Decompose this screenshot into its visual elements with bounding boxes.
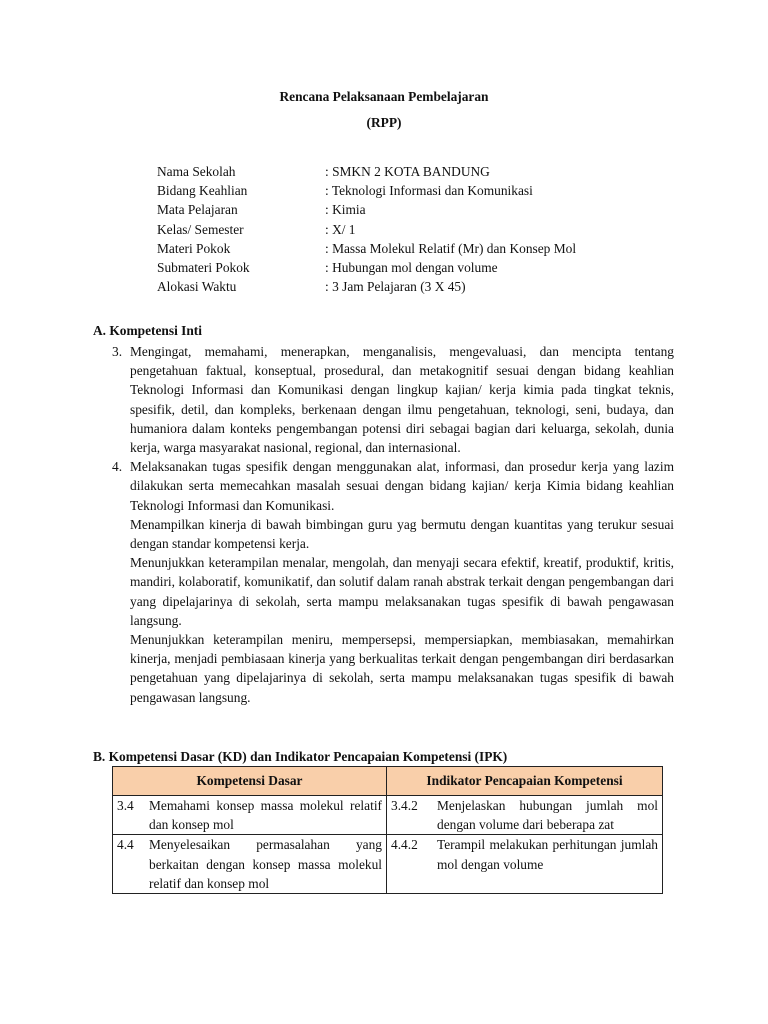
info-value: : Massa Molekul Relatif (Mr) dan Konsep Mol bbox=[325, 240, 577, 256]
ipk-text: Terampil melakukan perhitungan jumlah mol dengan volume bbox=[437, 837, 658, 872]
info-label: Alokasi Waktu bbox=[157, 279, 237, 295]
info-value: : X/ 1 bbox=[325, 221, 356, 237]
info-label: Mata Pelajaran bbox=[157, 202, 238, 218]
section-b-heading: B. Kompetensi Dasar (KD) dan Indikator Pencapaian Kompetensi (IPK) bbox=[93, 749, 508, 764]
ki-item-4 bbox=[112, 457, 674, 707]
info-value: : SMKN 2 KOTA BANDUNG bbox=[325, 164, 490, 179]
ipk-number: 3.4.2 bbox=[391, 798, 418, 813]
ki-number: 4. bbox=[112, 459, 123, 475]
kompetensi-inti-list bbox=[112, 342, 674, 707]
column-header-kd: Kompetensi Dasar bbox=[113, 767, 387, 796]
info-value: : Hubungan mol dengan volume bbox=[325, 259, 498, 275]
info-row bbox=[157, 220, 576, 239]
info-row bbox=[157, 200, 576, 219]
ki-paragraph: Menampilkan kinerja di bawah bimbingan guru yag bermutu dengan kuantitas yang terukur sesuai dengan standar kompetensi kerja. bbox=[130, 516, 674, 552]
ki-paragraph: Melaksanakan tugas spesifik dengan menggunakan alat, informasi, dan prosedur kerja yang lazim dilakukan serta memecahkan masalah sesuai dengan bidang kajian/ kerja Kimia bidang keahlian Teknologi Informasi dan Komunikasi. bbox=[130, 459, 674, 513]
ipk-text: Menjelaskan hubungan jumlah mol dengan volume dari beberapa zat bbox=[437, 798, 658, 833]
info-value: : Kimia bbox=[325, 202, 366, 218]
info-row bbox=[157, 239, 576, 258]
ki-number: 3. bbox=[112, 344, 123, 359]
ki-paragraph: Menunjukkan keterampilan meniru, mempersepsi, mempersiapkan, membiasakan, memahirkan kinerja, menjadi pembiasaan kinerja yang berkualitas terkait dengan pengembangan diri berdasarkan pengetahuan yang dipelajarinya di sekolah, serta mampu melaksanakan tugas spesifik di bawah pengawasan langsung. bbox=[130, 632, 674, 705]
identity-block bbox=[157, 162, 576, 296]
kd-text: Menyelesaikan permasalahan yang berkaitan dengan konsep massa molekul relatif dan konsep mol bbox=[149, 837, 382, 891]
table-row bbox=[113, 796, 663, 835]
ki-paragraph: Menunjukkan keterampilan menalar, mengolah, dan menyaji secara efektif, kreatif, produktif, kritis, mandiri, kolaboratif, komunikatif, dan solutif dalam ranah abstrak terkait dengan pengembangan dari yang dipelajarinya di sekolah, serta mampu melaksanakan tugas spesifik di bawah pengawasan langsung. bbox=[130, 555, 674, 628]
document-title: Rencana Pelaksanaan Pembelajaran bbox=[279, 89, 489, 104]
info-value: : 3 Jam Pelajaran (3 X 45) bbox=[325, 279, 466, 295]
kd-ipk-table bbox=[112, 766, 663, 894]
table-cell bbox=[387, 835, 663, 894]
table-row bbox=[113, 835, 663, 894]
ki-item-3 bbox=[112, 342, 674, 457]
info-row bbox=[157, 277, 576, 296]
info-label: Kelas/ Semester bbox=[157, 221, 244, 237]
info-row bbox=[157, 181, 576, 200]
column-header-ipk: Indikator Pencapaian Kompetensi bbox=[387, 767, 663, 796]
info-label: Nama Sekolah bbox=[157, 164, 236, 179]
table-cell bbox=[113, 796, 387, 835]
info-label: Submateri Pokok bbox=[157, 259, 250, 275]
kd-text: Memahami konsep massa molekul relatif dan konsep mol bbox=[149, 798, 382, 833]
info-value: : Teknologi Informasi dan Komunikasi bbox=[325, 183, 533, 199]
kd-number: 4.4 bbox=[117, 837, 134, 853]
document-subtitle: (RPP) bbox=[366, 115, 402, 130]
ipk-number: 4.4.2 bbox=[391, 837, 418, 853]
table-cell bbox=[387, 796, 663, 835]
info-row bbox=[157, 258, 576, 277]
info-label: Materi Pokok bbox=[157, 240, 231, 256]
section-a-heading: A. Kompetensi Inti bbox=[93, 323, 202, 338]
info-label: Bidang Keahlian bbox=[157, 183, 248, 199]
info-row bbox=[157, 162, 576, 181]
ki-paragraph: Mengingat, memahami, menerapkan, menganalisis, mengevaluasi, dan mencipta tentang pengetahuan faktual, konseptual, prosedural, dan metakognitif sesuai dengan bidang keahlian Teknologi Informasi dan Komunikasi dengan lingkup kajian/ kerja kimia pada tingkat teknis, spesifik, detil, dan kompleks, berkenaan dengan ilmu pengetahuan, teknologi, seni, budaya, dan humaniora dalam konteks pengembangan potensi diri sebagai bagian dari keluarga, sekolah, dunia kerja, warga masyarakat nasional, regional, dan internasional. bbox=[130, 344, 674, 456]
table-cell bbox=[113, 835, 387, 894]
kd-number: 3.4 bbox=[117, 798, 134, 813]
